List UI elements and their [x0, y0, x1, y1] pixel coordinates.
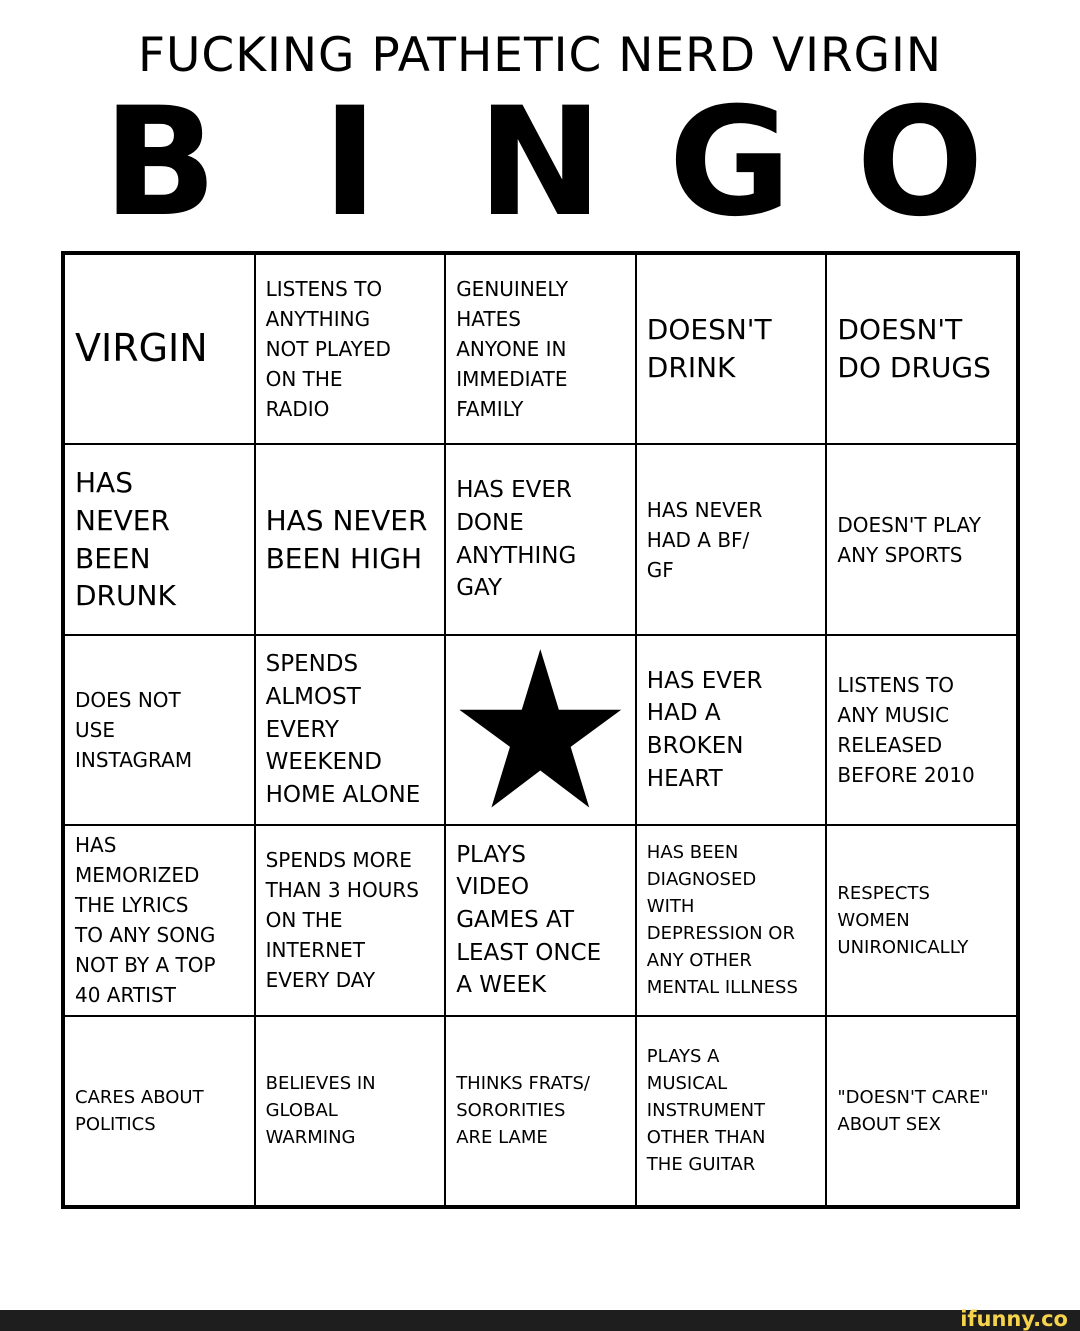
bingo-card — [61, 251, 1020, 1209]
footer-bar — [0, 1307, 1080, 1331]
bingo-cell[interactable]: HAS NEVER BEEN HIGH — [255, 444, 446, 634]
bingo-cell[interactable]: "DOESN'T CARE" ABOUT SEX — [826, 1016, 1017, 1206]
bingo-cell[interactable]: DOESN'T DRINK — [636, 254, 827, 444]
bingo-cell[interactable]: LISTENS TO ANY MUSIC RELEASED BEFORE 2010 — [826, 635, 1017, 825]
bingo-cell[interactable]: HAS MEMORIZED THE LYRICS TO ANY SONG NOT BY A TOP 40 ARTIST — [64, 825, 255, 1015]
page-title: FUCKING PATHETIC NERD VIRGIN — [137, 28, 943, 83]
bingo-letter-g: G — [668, 76, 792, 250]
bingo-cell[interactable]: HAS NEVER HAD A BF/ GF — [636, 444, 827, 634]
bingo-letter-b: B — [102, 76, 218, 250]
bingo-letter-i: I — [322, 76, 378, 250]
bingo-cell[interactable]: LISTENS TO ANYTHING NOT PLAYED ON THE RADIO — [255, 254, 446, 444]
bingo-header — [85, 76, 995, 250]
bingo-cell[interactable]: RESPECTS WOMEN UNIRONICALLY — [826, 825, 1017, 1015]
bingo-cell[interactable]: HAS BEEN DIAGNOSED WITH DEPRESSION OR ANY OTHER MENTAL ILLNESS — [636, 825, 827, 1015]
bingo-cell[interactable]: VIRGIN — [64, 254, 255, 444]
bingo-cell[interactable]: HAS NEVER BEEN DRUNK — [64, 444, 255, 634]
bingo-cell[interactable]: HAS EVER HAD A BROKEN HEART — [636, 635, 827, 825]
bingo-cell[interactable]: GENUINELY HATES ANYONE IN IMMEDIATE FAMILY — [445, 254, 636, 444]
bingo-letter-o: O — [856, 76, 984, 250]
star-icon — [456, 645, 625, 815]
bingo-cell[interactable]: PLAYS A MUSICAL INSTRUMENT OTHER THAN THE GUITAR — [636, 1016, 827, 1206]
bingo-cell[interactable]: DOESN'T PLAY ANY SPORTS — [826, 444, 1017, 634]
bingo-cell[interactable]: PLAYS VIDEO GAMES AT LEAST ONCE A WEEK — [445, 825, 636, 1015]
bingo-cell[interactable]: SPENDS MORE THAN 3 HOURS ON THE INTERNET EVERY DAY — [255, 825, 446, 1015]
bingo-cell[interactable]: BELIEVES IN GLOBAL WARMING — [255, 1016, 446, 1206]
bingo-cell[interactable]: THINKS FRATS/ SORORITIES ARE LAME — [445, 1016, 636, 1206]
bingo-cell[interactable]: SPENDS ALMOST EVERY WEEKEND HOME ALONE — [255, 635, 446, 825]
bingo-cell[interactable]: DOESN'T DO DRUGS — [826, 254, 1017, 444]
bingo-cell[interactable]: HAS EVER DONE ANYTHING GAY — [445, 444, 636, 634]
free-space-cell[interactable] — [445, 635, 636, 825]
bingo-letter-n: N — [477, 76, 603, 250]
bingo-cell[interactable]: DOES NOT USE INSTAGRAM — [64, 635, 255, 825]
bingo-cell[interactable]: CARES ABOUT POLITICS — [64, 1016, 255, 1206]
watermark-logo: ifunny.co — [960, 1307, 1068, 1331]
